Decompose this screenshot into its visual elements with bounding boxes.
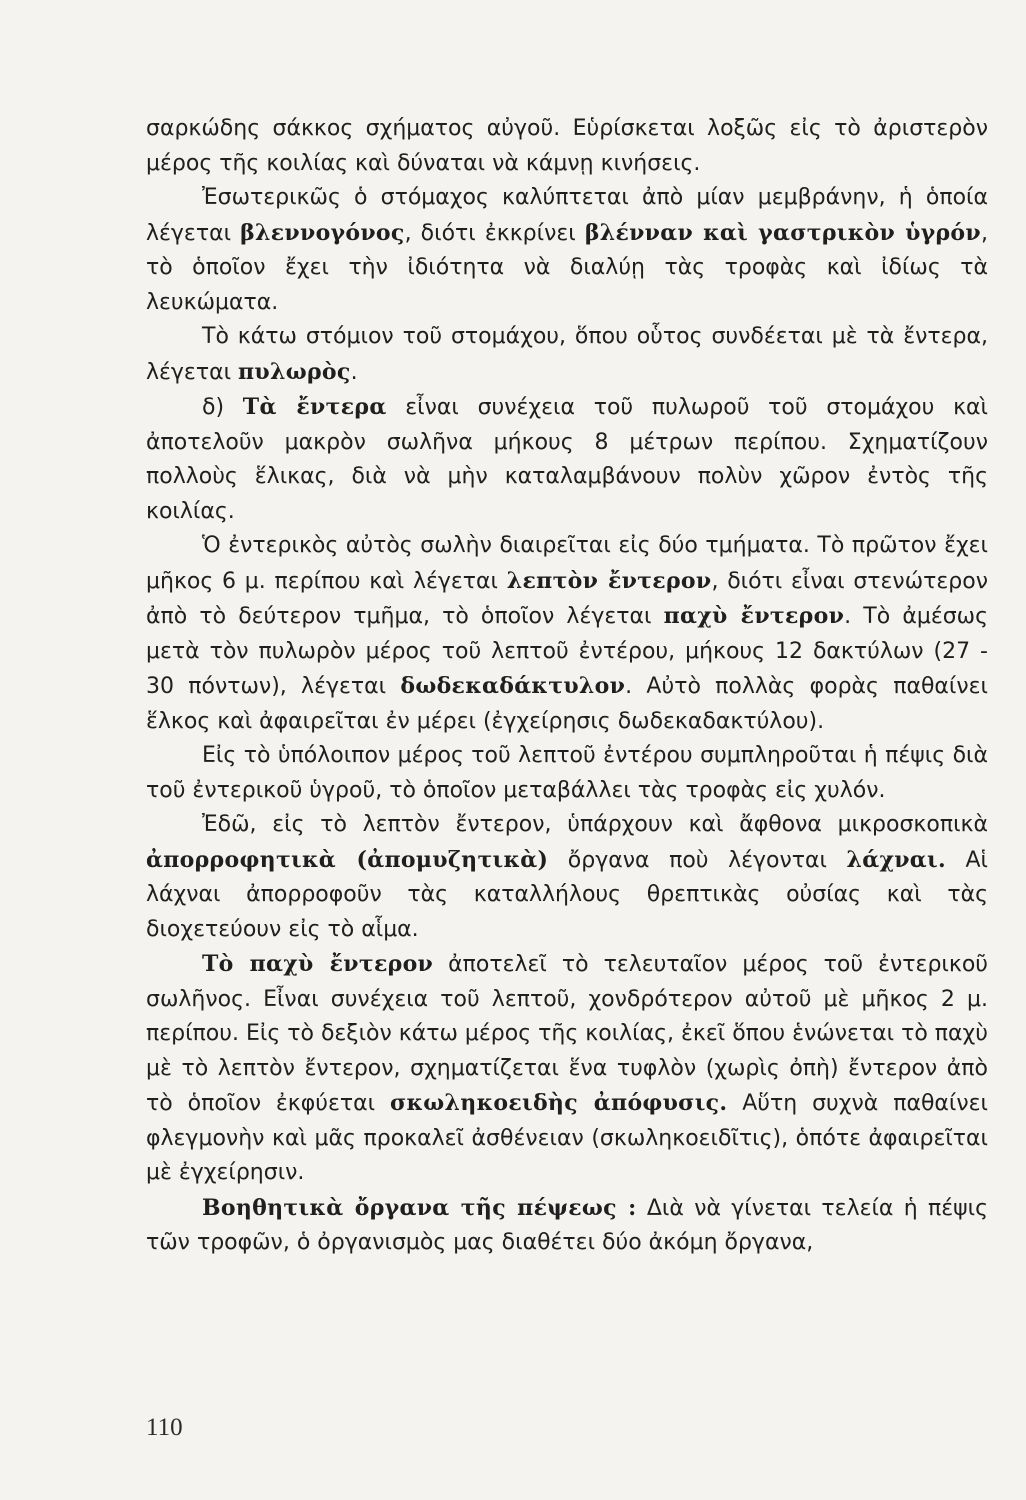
page-number: 110	[146, 1414, 183, 1441]
term-blenna-gastrikon: βλένναν καὶ γαστρικὸν ὑγρόν	[584, 219, 981, 246]
term-pachy-enteron: παχὺ ἔντερον	[663, 603, 845, 629]
paragraph-text: , τὸ ὁποῖον ἔχει τὴν ἰδιότητα νὰ διαλύῃ τὰς τροφὰς καὶ ἰδίως τὰ λευκώματα.	[146, 220, 988, 315]
paragraph-text: δ)	[202, 395, 243, 420]
paragraph-text: . Αὐτὸ πολλὰς φορὰς παθαίνει ἕλκος καὶ ἀφαιρεῖται ἐν μέρει (ἐγχείρησις δωδεκαδακτύλου).	[146, 674, 988, 734]
paragraph-text: .	[350, 359, 358, 385]
paragraph-2	[146, 181, 988, 320]
paragraph-text: ἀποτελεῖ τὸ τελευταῖον μέρος τοῦ ἐντερικοῦ σωλῆνος. Εἶναι συνέχεια τοῦ λεπτοῦ, χονδρότερον αὐτοῦ μὲ μῆκος 2 μ. περίπου. Εἰς τὸ δεξιὸν κάτω μέρος τῆς κοιλίας, ἐκεῖ ὅπου ἑνώνεται τὸ παχὺ μὲ τὸ λεπτὸν ἔντερον, σχηματίζεται ἕνα τυφλὸν (χωρὶς ὀπὴ) ἔντερον ἀπὸ τὸ ὁποῖον ἐκφύεται	[146, 952, 989, 1116]
paragraph-text: Εἰς τὸ ὑπόλοιπον μέρος τοῦ λεπτοῦ ἐντέρου συμπληροῦται ἡ πέψις διὰ τοῦ ἐντερικοῦ ὑγροῦ, τὸ ὁποῖον μεταβάλλει τὰς τροφὰς εἰς χυλόν.	[146, 743, 988, 803]
paragraph-text: Διὰ νὰ γίνεται τελεία ἡ πέψις τῶν τροφῶν, ὁ ὀργανισμὸς μας διαθέτει δύο ἀκόμη ὄργανα,	[146, 1195, 988, 1255]
paragraph-5	[146, 529, 988, 739]
term-skolikoeidis: σκωληκοειδὴς ἀπόφυσις.	[390, 1090, 728, 1116]
paragraph-text: ὄργανα ποὺ λέγονται	[548, 847, 847, 873]
paragraph-4	[146, 390, 988, 529]
term-aporrofitika: ἀπορροφητικὰ (ἀπομυζητικὰ)	[146, 846, 549, 873]
paragraph-text: Ἐδῶ, εἰς τὸ λεπτὸν ἔντερον, ὑπάρχουν καὶ ἄφθονα μικροσκοπικὰ	[202, 812, 988, 837]
paragraph-9	[146, 1191, 988, 1261]
paragraph-8	[146, 947, 988, 1191]
term-voithitika-organa: Βοηθητικὰ ὄργανα τῆς πέψεως :	[202, 1194, 637, 1221]
term-lepton-enteron: λεπτὸν ἔντερον	[506, 567, 712, 594]
term-pyloros: πυλωρὸς	[238, 358, 351, 385]
paragraph-3	[146, 320, 988, 390]
term-dodekadaktylon: δωδεκαδάκτυλον	[400, 673, 626, 699]
term-entera: Τὰ ἔντερα	[242, 394, 387, 420]
paragraph-text: σαρκώδης σάκκος σχήματος αὐγοῦ. Εὑρίσκεται λοξῶς εἰς τὸ ἀριστερὸν μέρος τῆς κοιλίας καὶ δύναται νὰ κάμνῃ κινήσεις.	[146, 116, 988, 176]
paragraph-text: , διότι ἐκκρίνει	[404, 220, 585, 246]
paragraph-text: Τὸ κάτω στόμιον τοῦ στομάχου, ὅπου οὗτος συνδέεται μὲ τὰ ἔντερα, λέγεται	[146, 324, 988, 385]
paragraph-text: Αὕτη συχνὰ παθαίνει φλεγμονὴν καὶ μᾶς προκαλεῖ ἀσθένειαν (σκωληκοειδῖτις), ὁπότε ἀφαιρεῖται μὲ ἐγχείρησιν.	[146, 1091, 988, 1185]
term-pachy-enteron-heading: Τὸ παχὺ ἔντερον	[202, 951, 434, 977]
paragraph-text: εἶναι συνέχεια τοῦ πυλωροῦ τοῦ στομάχου καὶ ἀποτελοῦν μακρὸν σωλῆνα μήκους 8 μέτρων περίπου. Σχηματίζουν πολλοὺς ἕλικας, διὰ νὰ μὴν καταλαμβάνουν πολὺν χῶρον ἐντὸς τῆς κοιλίας.	[146, 395, 988, 524]
paragraph-7	[146, 808, 988, 947]
page-body	[146, 112, 988, 1261]
term-lachnai: λάχναι.	[846, 846, 946, 873]
paragraph-text: , διότι εἶναι στενώτερον ἀπὸ τὸ δεύτερον τμῆμα, τὸ ὁποῖον λέγεται	[146, 568, 988, 629]
paragraph-text: . Τὸ ἀμέσως μετὰ τὸν πυλωρὸν μέρος τοῦ λεπτοῦ ἐντέρου, μήκους 12 δακτύλων (27 - 30 πόντων), λέγεται	[146, 604, 988, 699]
paragraph-text: Ὁ ἐντερικὸς αὐτὸς σωλὴν διαιρεῖται εἰς δύο τμήματα. Τὸ πρῶτον ἔχει μῆκος 6 μ. περίπου καὶ λέγεται	[146, 533, 988, 594]
paragraph-6	[146, 739, 988, 808]
paragraph-1	[146, 112, 988, 181]
term-blennogonos: βλεννογόνος	[240, 219, 405, 246]
paragraph-text: Αἱ λάχναι ἀπορροφοῦν τὰς καταλλήλους θρεπτικὰς οὐσίας καὶ τὰς διοχετεύουν εἰς τὸ αἷμα.	[146, 847, 988, 942]
paragraph-text: Ἐσωτερικῶς ὁ στόμαχος καλύπτεται ἀπὸ μίαν μεμβράνην, ἡ ὁποία λέγεται	[146, 185, 988, 246]
